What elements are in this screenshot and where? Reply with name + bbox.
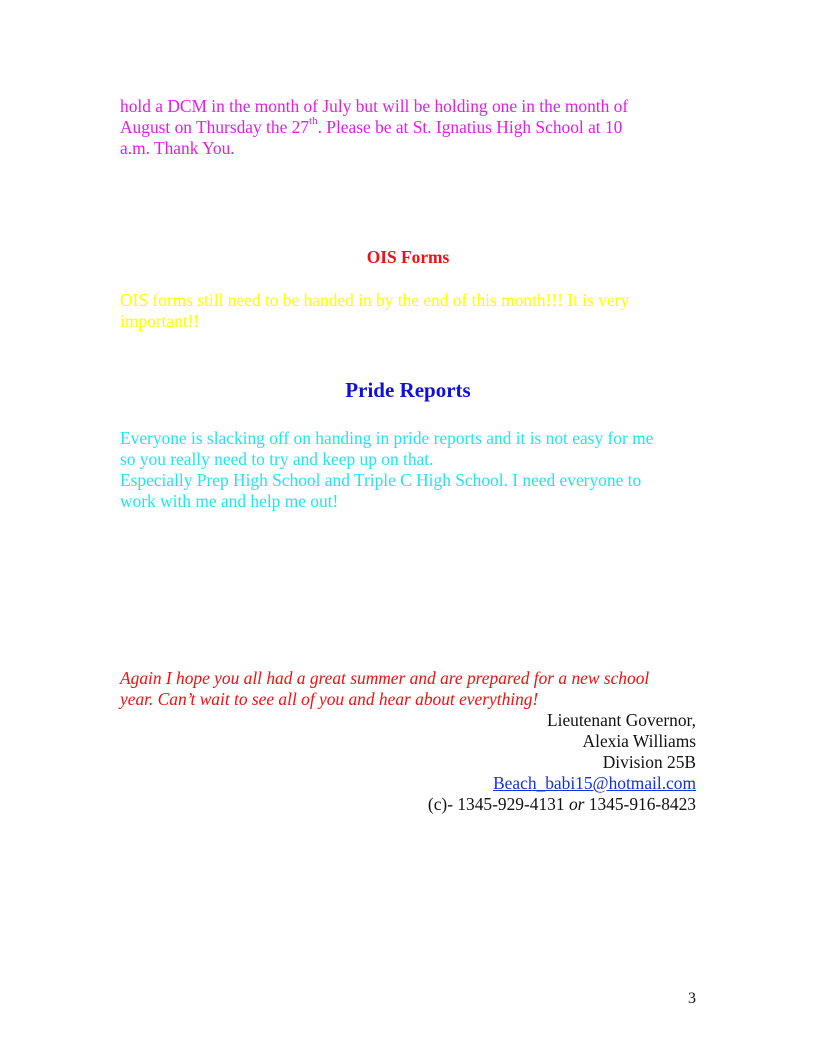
intro-line-3: a.m. Thank You.	[120, 138, 235, 158]
signature-title: Lieutenant Governor,	[546, 710, 696, 730]
pride-reports-heading: Pride Reports	[345, 378, 471, 402]
phone-or: or	[568, 794, 585, 814]
ois-forms-heading: OIS Forms	[366, 247, 450, 267]
pride-line-4: work with me and help me out!	[120, 491, 339, 511]
closing-line-1: Again I hope you all had a great summer and are prepared for a new school	[120, 668, 650, 688]
phone-secondary: 1345-916-8423	[584, 794, 696, 814]
pride-line-2: so you really need to try and keep up on that.	[120, 449, 434, 469]
closing-paragraph	[120, 668, 720, 710]
intro-line-2	[120, 117, 720, 138]
closing-line-2: year. Can’t wait to see all of you and hear about everything!	[120, 689, 539, 709]
intro-line-2-text: August on Thursday the 27	[120, 117, 310, 137]
pride-line-1: Everyone is slacking off on handing in pride reports and it is not easy for me	[120, 428, 654, 448]
intro-line-1: hold a DCM in the month of July but will be holding one in the month of	[120, 96, 629, 116]
ois-paragraph	[120, 290, 720, 332]
pride-paragraph	[120, 428, 720, 512]
intro-paragraph	[120, 96, 720, 159]
page-number: 3	[688, 990, 696, 1007]
pride-line-3: Especially Prep High School and Triple C High School. I need everyone to	[120, 470, 642, 490]
intro-line-2-rest: . Please be at St. Ignatius High School at 10	[317, 117, 623, 137]
ois-line-2: important!!	[120, 311, 200, 331]
signature-phone	[196, 794, 696, 815]
signature-name: Alexia Williams	[582, 731, 696, 751]
phone-primary: (c)- 1345-929-4131	[427, 794, 569, 814]
email-link[interactable]: Beach_babi15@hotmail.com	[493, 773, 696, 793]
signature-block	[196, 710, 696, 815]
ordinal-superscript: th	[309, 115, 318, 128]
signature-division: Division 25B	[602, 752, 696, 772]
ois-line-1: OIS forms still need to be handed in by the end of this month!!! It is very	[120, 290, 630, 310]
